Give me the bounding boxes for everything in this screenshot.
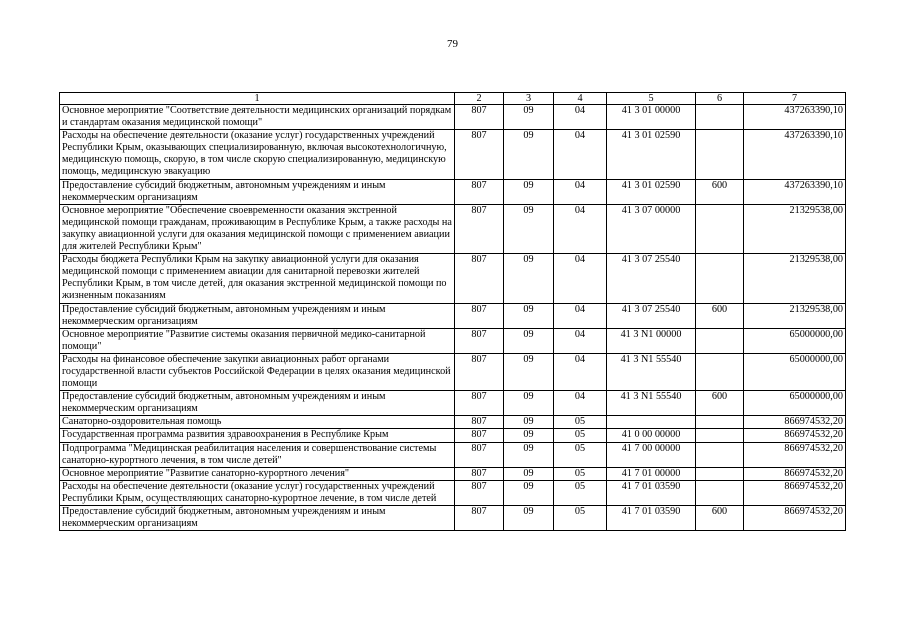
- row-subsection: 05: [554, 442, 607, 467]
- table-row: [60, 204, 846, 253]
- row-subsection: 05: [554, 506, 607, 531]
- row-section: 09: [504, 130, 554, 179]
- row-subsection: 04: [554, 254, 607, 303]
- row-amount: 866974532,20: [744, 506, 846, 531]
- row-admin-code: 807: [455, 353, 504, 390]
- header-col-7: 7: [744, 93, 846, 105]
- row-section: 09: [504, 303, 554, 328]
- row-section: 09: [504, 391, 554, 416]
- row-amount: 437263390,10: [744, 179, 846, 204]
- row-name: Основное мероприятие "Развитие системы оказания первичной медико-санитарной помощи": [60, 328, 455, 353]
- row-target-item: 41 3 N1 55540: [607, 391, 696, 416]
- row-expense-type: [696, 105, 744, 130]
- table-row: [60, 391, 846, 416]
- row-amount: 866974532,20: [744, 416, 846, 429]
- row-amount: 21329538,00: [744, 254, 846, 303]
- page-number: 79: [447, 38, 458, 50]
- row-admin-code: 807: [455, 179, 504, 204]
- row-amount: 21329538,00: [744, 204, 846, 253]
- table-row: [60, 105, 846, 130]
- row-amount: 866974532,20: [744, 442, 846, 467]
- row-name: Предоставление субсидий бюджетным, автономным учреждениям и иным некоммерческим организациям: [60, 506, 455, 531]
- row-target-item: 41 3 01 02590: [607, 179, 696, 204]
- table-row: [60, 130, 846, 179]
- row-subsection: 04: [554, 105, 607, 130]
- row-expense-type: [696, 429, 744, 442]
- row-target-item: 41 3 N1 00000: [607, 328, 696, 353]
- row-expense-type: 600: [696, 179, 744, 204]
- row-target-item: 41 3 01 02590: [607, 130, 696, 179]
- row-section: 09: [504, 429, 554, 442]
- row-section: 09: [504, 480, 554, 505]
- row-subsection: 04: [554, 303, 607, 328]
- header-col-3: 3: [504, 93, 554, 105]
- row-target-item: [607, 416, 696, 429]
- row-name: Расходы на обеспечение деятельности (оказание услуг) государственных учреждений Республики Крым, оказывающих специализированную, включая высокотехнологичную, медицинскую помощь, скорую, в том числе скорую специализированную, медицинскую помощь, медицинскую эвакуацию: [60, 130, 455, 179]
- row-amount: 866974532,20: [744, 429, 846, 442]
- row-admin-code: 807: [455, 204, 504, 253]
- row-name: Подпрограмма "Медицинская реабилитация населения и совершенствование системы санаторно-курортного лечения, в том числе детей": [60, 442, 455, 467]
- row-admin-code: 807: [455, 416, 504, 429]
- row-subsection: 05: [554, 480, 607, 505]
- row-expense-type: [696, 353, 744, 390]
- row-admin-code: 807: [455, 105, 504, 130]
- row-section: 09: [504, 328, 554, 353]
- row-name: Основное мероприятие "Соответствие деятельности медицинских организаций порядкам и стандартам оказания медицинской помощи": [60, 105, 455, 130]
- row-subsection: 04: [554, 328, 607, 353]
- header-row: [60, 93, 846, 105]
- row-name: Предоставление субсидий бюджетным, автономным учреждениям и иным некоммерческим организациям: [60, 391, 455, 416]
- row-admin-code: 807: [455, 254, 504, 303]
- row-target-item: 41 3 07 25540: [607, 303, 696, 328]
- row-expense-type: [696, 442, 744, 467]
- table-row: [60, 480, 846, 505]
- row-admin-code: 807: [455, 130, 504, 179]
- row-admin-code: 807: [455, 391, 504, 416]
- row-expense-type: [696, 467, 744, 480]
- header-col-4: 4: [554, 93, 607, 105]
- row-section: 09: [504, 467, 554, 480]
- row-section: 09: [504, 442, 554, 467]
- row-target-item: 41 7 01 03590: [607, 480, 696, 505]
- row-expense-type: 600: [696, 303, 744, 328]
- row-expense-type: 600: [696, 391, 744, 416]
- row-section: 09: [504, 353, 554, 390]
- row-section: 09: [504, 506, 554, 531]
- table-body: [60, 105, 846, 531]
- row-section: 09: [504, 204, 554, 253]
- row-amount: 437263390,10: [744, 130, 846, 179]
- row-expense-type: [696, 130, 744, 179]
- table-row: [60, 179, 846, 204]
- header-col-2: 2: [455, 93, 504, 105]
- row-section: 09: [504, 254, 554, 303]
- row-subsection: 04: [554, 391, 607, 416]
- row-admin-code: 807: [455, 429, 504, 442]
- row-admin-code: 807: [455, 467, 504, 480]
- row-subsection: 05: [554, 416, 607, 429]
- row-admin-code: 807: [455, 442, 504, 467]
- row-admin-code: 807: [455, 480, 504, 505]
- row-expense-type: [696, 480, 744, 505]
- table-row: [60, 442, 846, 467]
- row-expense-type: [696, 204, 744, 253]
- header-col-5: 5: [607, 93, 696, 105]
- row-section: 09: [504, 179, 554, 204]
- table-row: [60, 353, 846, 390]
- row-subsection: 05: [554, 467, 607, 480]
- table-row: [60, 416, 846, 429]
- row-expense-type: [696, 328, 744, 353]
- row-subsection: 05: [554, 429, 607, 442]
- row-target-item: 41 7 01 00000: [607, 467, 696, 480]
- row-target-item: 41 3 07 00000: [607, 204, 696, 253]
- row-amount: 65000000,00: [744, 353, 846, 390]
- row-name: Основное мероприятие "Развитие санаторно-курортного лечения": [60, 467, 455, 480]
- row-amount: 65000000,00: [744, 391, 846, 416]
- header-col-1: 1: [60, 93, 455, 105]
- row-name: Расходы бюджета Республики Крым на закупку авиационной услуги для оказания медицинской помощи с применением авиации для санитарной перевозки жителей Республики Крым, в том числе детей, для оказания экстренной медицинской помощи по жизненным показаниям: [60, 254, 455, 303]
- row-admin-code: 807: [455, 303, 504, 328]
- row-name: Предоставление субсидий бюджетным, автономным учреждениям и иным некоммерческим организациям: [60, 179, 455, 204]
- row-target-item: 41 0 00 00000: [607, 429, 696, 442]
- row-subsection: 04: [554, 353, 607, 390]
- table-row: [60, 303, 846, 328]
- row-expense-type: [696, 254, 744, 303]
- row-expense-type: [696, 416, 744, 429]
- row-amount: 866974532,20: [744, 480, 846, 505]
- row-subsection: 04: [554, 204, 607, 253]
- row-amount: 437263390,10: [744, 105, 846, 130]
- row-amount: 21329538,00: [744, 303, 846, 328]
- row-admin-code: 807: [455, 506, 504, 531]
- row-name: Основное мероприятие "Обеспечение своевременности оказания экстренной медицинской помощи гражданам, проживающим в Республике Крым, а также расходы на закупку авиационной услуги для оказания медицинской помощи с применением авиации для жителей Республики Крым": [60, 204, 455, 253]
- table-row: [60, 506, 846, 531]
- row-target-item: 41 3 N1 55540: [607, 353, 696, 390]
- row-target-item: 41 7 00 00000: [607, 442, 696, 467]
- row-amount: 866974532,20: [744, 467, 846, 480]
- header-col-6: 6: [696, 93, 744, 105]
- row-target-item: 41 3 07 25540: [607, 254, 696, 303]
- table-row: [60, 429, 846, 442]
- row-name: Расходы на финансовое обеспечение закупки авиационных работ органами государственной власти субъектов Российской Федерации в целях оказания медицинской помощи: [60, 353, 455, 390]
- row-subsection: 04: [554, 130, 607, 179]
- row-section: 09: [504, 416, 554, 429]
- table-row: [60, 328, 846, 353]
- row-target-item: 41 3 01 00000: [607, 105, 696, 130]
- row-section: 09: [504, 105, 554, 130]
- row-name: Предоставление субсидий бюджетным, автономным учреждениям и иным некоммерческим организациям: [60, 303, 455, 328]
- row-target-item: 41 7 01 03590: [607, 506, 696, 531]
- row-admin-code: 807: [455, 328, 504, 353]
- row-amount: 65000000,00: [744, 328, 846, 353]
- row-name: Государственная программа развития здравоохранения в Республике Крым: [60, 429, 455, 442]
- table-row: [60, 467, 846, 480]
- row-name: Санаторно-оздоровительная помощь: [60, 416, 455, 429]
- table-row: [60, 254, 846, 303]
- row-subsection: 04: [554, 179, 607, 204]
- budget-table: [59, 92, 846, 531]
- row-expense-type: 600: [696, 506, 744, 531]
- row-name: Расходы на обеспечение деятельности (оказание услуг) государственных учреждений Республики Крым, осуществляющих санаторно-курортное лечение, в том числе детей: [60, 480, 455, 505]
